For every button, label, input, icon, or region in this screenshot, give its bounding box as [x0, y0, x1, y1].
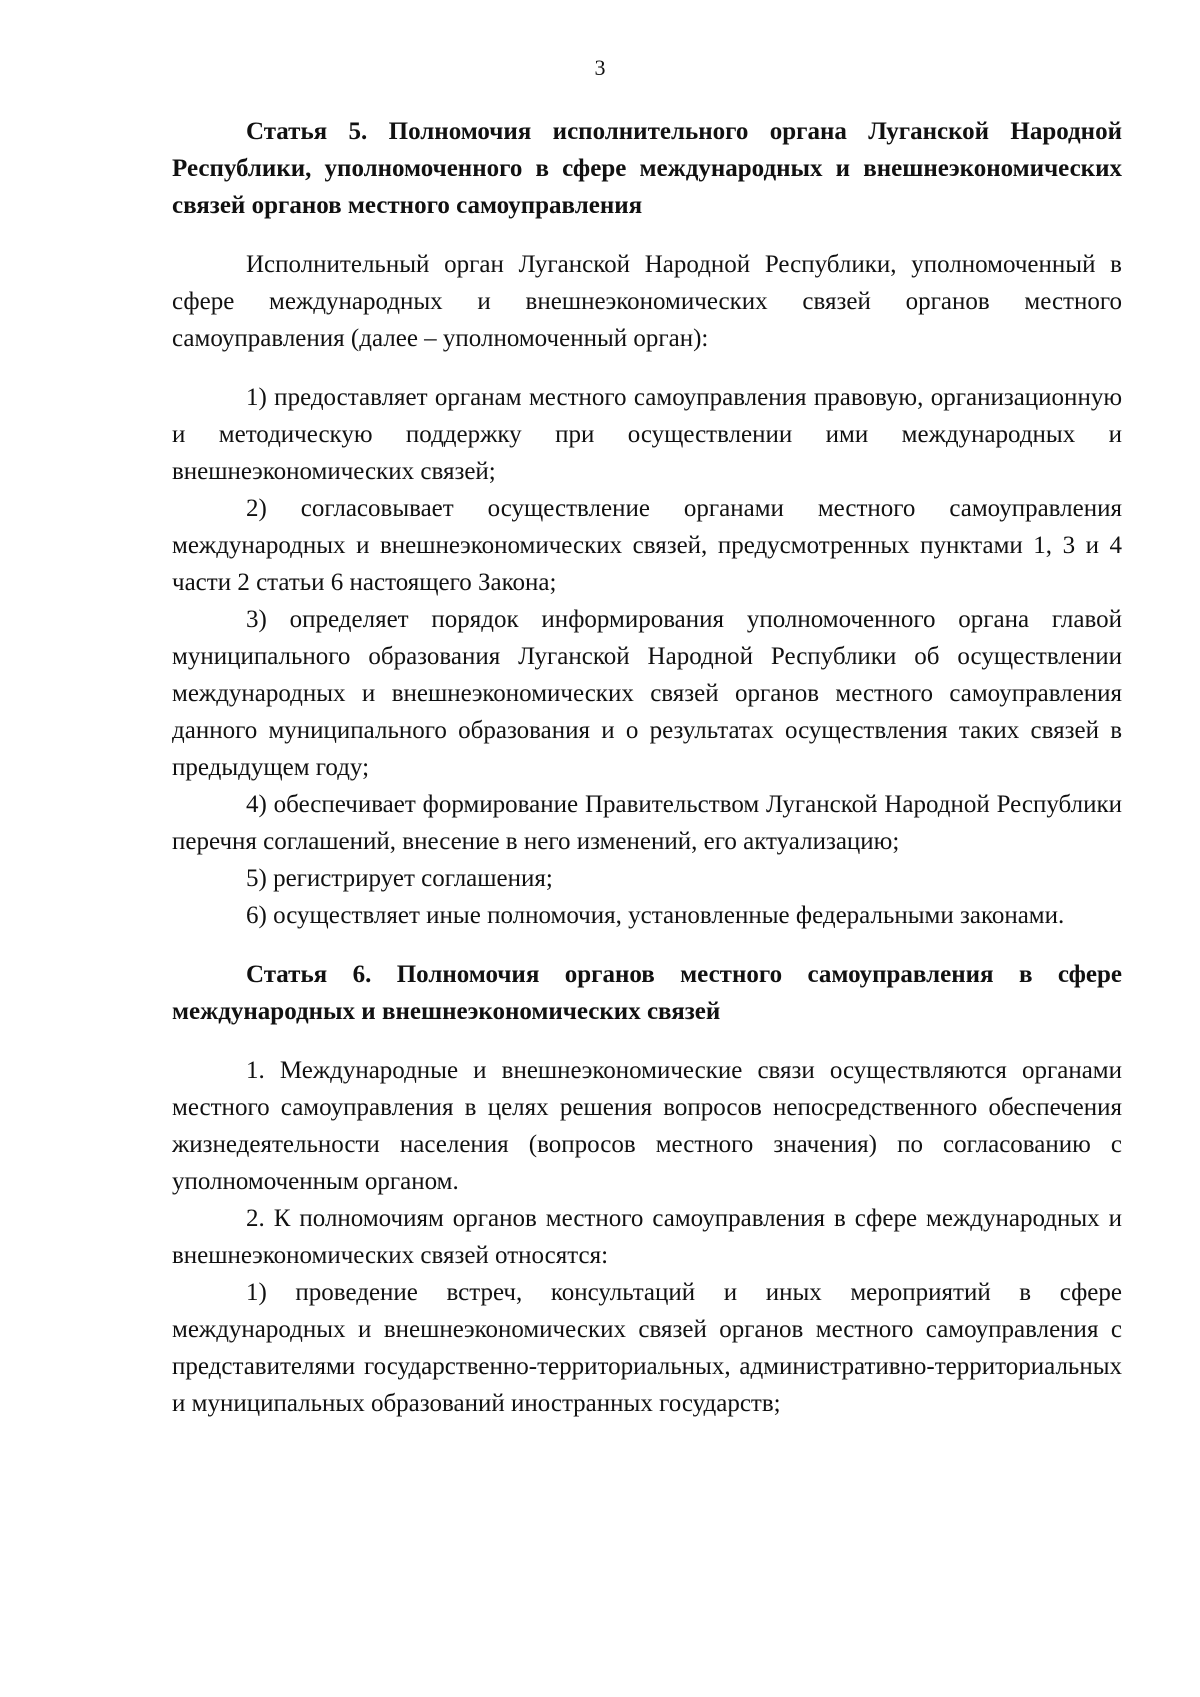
article-6-paragraph-1: 1. Международные и внешнеэкономические связи осуществляются органами местного самоуправления в целях решения вопросов непосредственного обеспечения жизнедеятельности населения (вопросов местного значения) по согласованию с уполномоченным органом.	[172, 1057, 1122, 1195]
article-5-item-4: 4) обеспечивает формирование Правительством Луганской Народной Республики перечня соглашений, внесение в него изменений, его актуализацию;	[172, 791, 1122, 855]
article-5-item-5: 5) регистрирует соглашения;	[246, 865, 553, 892]
document-body	[172, 113, 1122, 1422]
page-number: 3	[594, 55, 606, 80]
article-6-heading: Статья 6. Полномочия органов местного самоуправления в сфере международных и внешнеэкономических связей	[172, 961, 1122, 1025]
article-5-intro: Исполнительный орган Луганской Народной Республики, уполномоченный в сфере международных и внешнеэкономических связей органов местного самоуправления (далее – уполномоченный орган):	[172, 251, 1122, 352]
article-5-item-1: 1) предоставляет органам местного самоуправления правовую, организационную и методическую поддержку при осуществлении ими международных и внешнеэкономических связей;	[172, 384, 1122, 485]
article-6-paragraph-2: 2. К полномочиям органов местного самоуправления в сфере международных и внешнеэкономических связей относятся:	[172, 1205, 1122, 1269]
article-5-item-2: 2) согласовывает осуществление органами местного самоуправления международных и внешнеэкономических связей, предусмотренных пунктами 1, 3 и 4 части 2 статьи 6 настоящего Закона;	[172, 495, 1122, 596]
article-5-item-6: 6) осуществляет иные полномочия, установленные федеральными законами.	[246, 902, 1065, 929]
article-5-item-3: 3) определяет порядок информирования уполномоченного органа главой муниципального образования Луганской Народной Республики об осуществлении международных и внешнеэкономических связей органов местного самоуправления данного муниципального образования и о результатах осуществления таких связей в предыдущем году;	[172, 606, 1122, 781]
article-6-item-1: 1) проведение встреч, консультаций и иных мероприятий в сфере международных и внешнеэкономических связей органов местного самоуправления с представителями государственно-территориальных, административно-территориальных и муниципальных образований иностранных государств;	[172, 1279, 1122, 1417]
article-5-heading: Статья 5. Полномочия исполнительного органа Луганской Народной Республики, уполномоченного в сфере международных и внешнеэкономических связей органов местного самоуправления	[172, 118, 1122, 219]
